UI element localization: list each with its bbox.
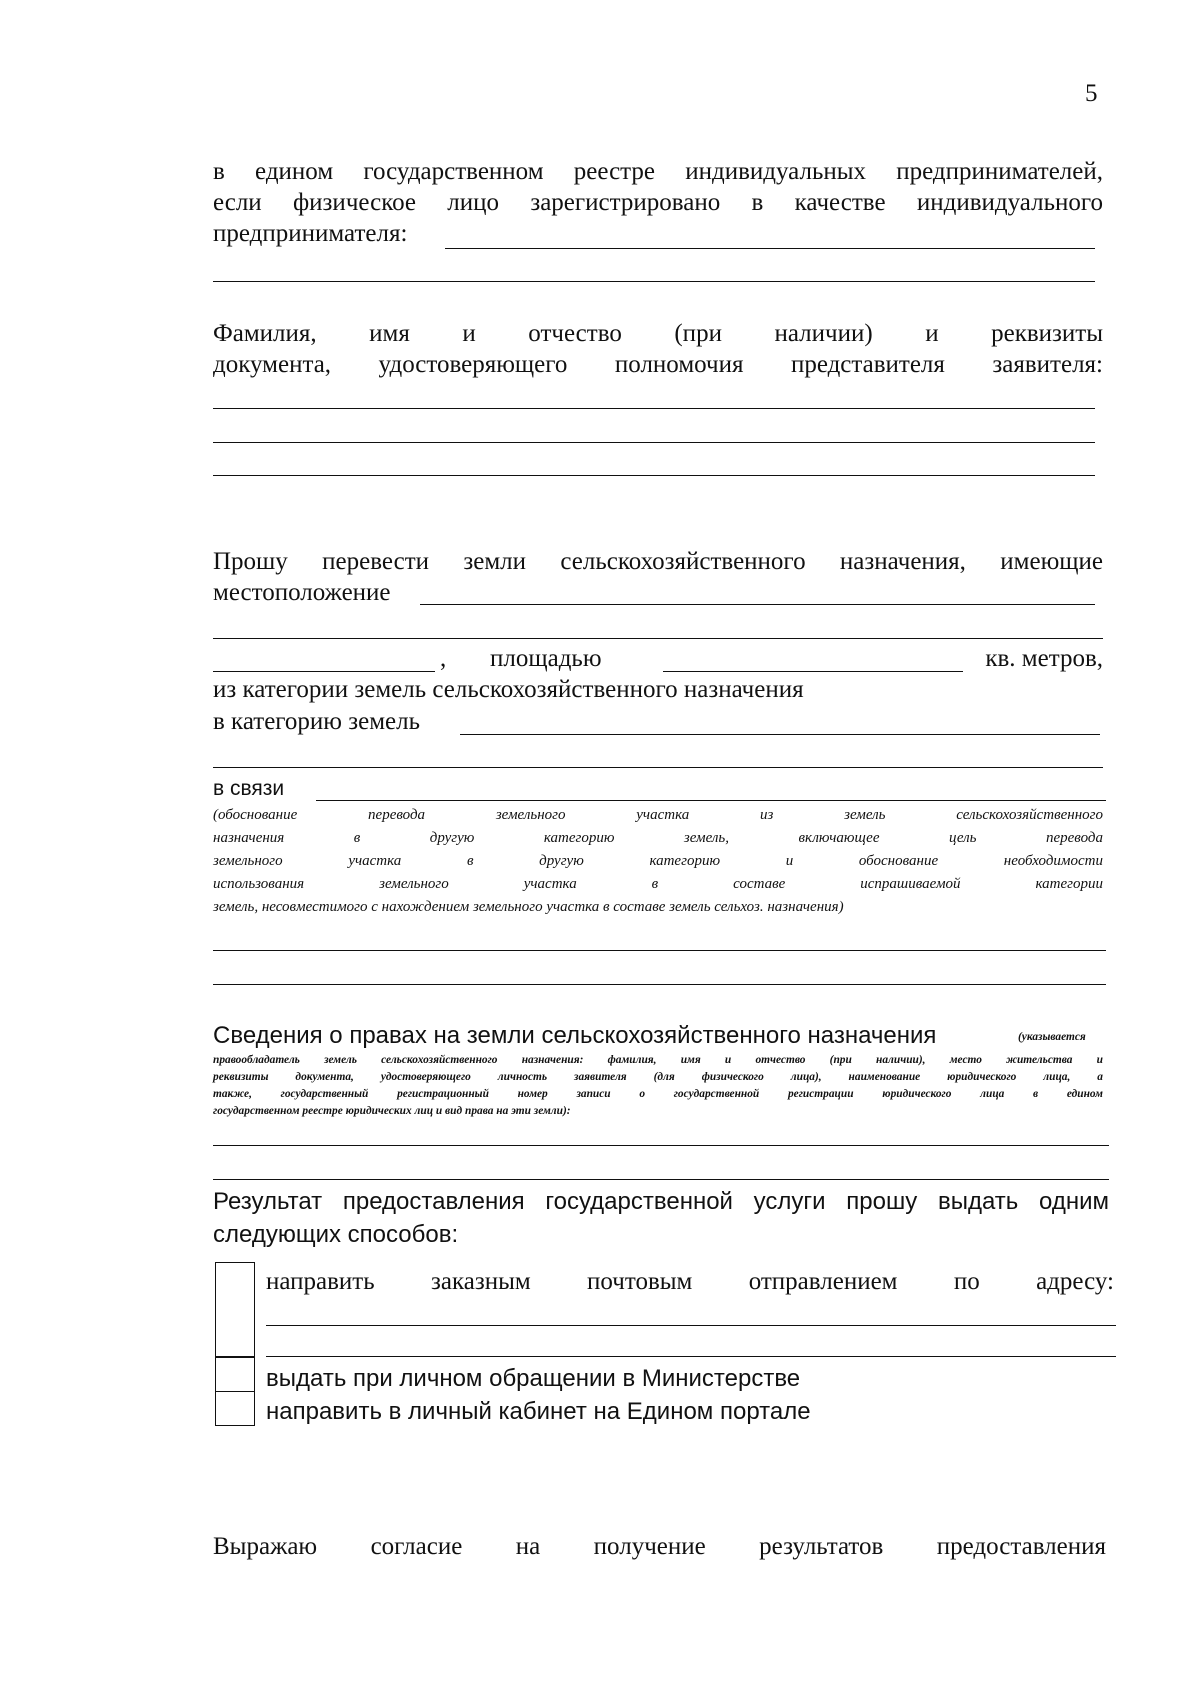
from-category-text: из категории земель сельскохозяйственного назначения bbox=[213, 676, 804, 703]
comma-text: , bbox=[440, 645, 447, 672]
page-number: 5 bbox=[1085, 80, 1098, 107]
land-rights-hint-line-1: правообладатель земель сельскохозяйственного назначения: фамилия, имя и отчество (при наличии), место жительства и bbox=[213, 1054, 1103, 1066]
reason-label: в связи bbox=[213, 777, 285, 800]
area-field[interactable] bbox=[663, 671, 963, 672]
consent-text: Выражаю согласие на получение результатов предоставления bbox=[213, 1533, 1106, 1560]
reason-extra-field-1[interactable] bbox=[213, 950, 1106, 951]
ip-registry-field-1[interactable] bbox=[445, 248, 1095, 249]
representative-text-line-2: документа, удостоверяющего полномочия представителя заявителя: bbox=[213, 351, 1103, 378]
result-method-text-line-2: следующих способов: bbox=[213, 1221, 459, 1248]
location-field-3[interactable] bbox=[213, 671, 435, 672]
option-portal-checkbox[interactable] bbox=[215, 1391, 255, 1426]
reason-field[interactable] bbox=[316, 800, 1106, 801]
ip-registry-label: предпринимателя: bbox=[213, 220, 408, 247]
representative-text-line-1: Фамилия, имя и отчество (при наличии) и реквизиты bbox=[213, 320, 1103, 347]
mail-address-field-1[interactable] bbox=[266, 1325, 1116, 1326]
land-rights-field-1[interactable] bbox=[213, 1145, 1109, 1146]
reason-hint-line-3: земельного участка в другую категорию и обоснование необходимости bbox=[213, 853, 1103, 869]
location-field-2[interactable] bbox=[213, 638, 1103, 639]
area-unit: кв. метров, bbox=[985, 645, 1103, 672]
land-rights-hint-line-2: реквизиты документа, удостоверяющего личность заявителя (для физического лица), наименование юридического лица, а bbox=[213, 1071, 1103, 1083]
option-mail-label: направить заказным почтовым отправлением по адресу: bbox=[266, 1268, 1114, 1295]
reason-hint-line-2: назначения в другую категорию земель, включающее цель перевода bbox=[213, 830, 1103, 846]
option-mail-checkbox[interactable] bbox=[215, 1262, 255, 1357]
option-portal-label: направить в личный кабинет на Едином портале bbox=[266, 1398, 811, 1425]
reason-hint-line-5: земель, несовместимого с нахождением земельного участка в составе земель сельхоз. назначения) bbox=[213, 899, 844, 915]
land-rights-hint-lead: (указывается bbox=[1018, 1031, 1086, 1043]
representative-field-3[interactable] bbox=[213, 475, 1095, 476]
area-label: площадью bbox=[490, 645, 602, 672]
location-field-1[interactable] bbox=[420, 604, 1095, 605]
location-label: местоположение bbox=[213, 579, 391, 606]
option-in-person-label: выдать при личном обращении в Министерстве bbox=[266, 1365, 801, 1392]
ip-registry-field-2[interactable] bbox=[213, 281, 1095, 282]
transfer-request-text: Прошу перевести земли сельскохозяйственного назначения, имеющие bbox=[213, 548, 1103, 575]
land-rights-hint-line-4: государственном реестре юридических лиц и вид права на эти земли): bbox=[213, 1105, 571, 1117]
reason-hint-line-1: (обоснование перевода земельного участка из земель сельскохозяйственного bbox=[213, 807, 1103, 823]
to-category-field-1[interactable] bbox=[460, 734, 1100, 735]
mail-address-field-2[interactable] bbox=[266, 1356, 1116, 1357]
result-method-text-line-1: Результат предоставления государственной услуги прошу выдать одним bbox=[213, 1188, 1109, 1215]
land-rights-title: Сведения о правах на земли сельскохозяйственного назначения bbox=[213, 1022, 937, 1049]
ip-registry-text-line-2: если физическое лицо зарегистрировано в качестве индивидуального bbox=[213, 189, 1103, 216]
to-category-label: в категорию земель bbox=[213, 708, 420, 735]
land-rights-field-2[interactable] bbox=[213, 1179, 1109, 1180]
land-rights-hint-line-3: также, государственный регистрационный номер записи о государственной регистрации юридического лица в едином bbox=[213, 1088, 1103, 1100]
reason-hint-line-4: использования земельного участка в составе испрашиваемой категории bbox=[213, 876, 1103, 892]
option-in-person-checkbox[interactable] bbox=[215, 1357, 255, 1392]
to-category-field-2[interactable] bbox=[213, 767, 1103, 768]
ip-registry-text-line-1: в едином государственном реестре индивидуальных предпринимателей, bbox=[213, 158, 1103, 185]
reason-extra-field-2[interactable] bbox=[213, 984, 1106, 985]
representative-field-1[interactable] bbox=[213, 408, 1095, 409]
representative-field-2[interactable] bbox=[213, 442, 1095, 443]
